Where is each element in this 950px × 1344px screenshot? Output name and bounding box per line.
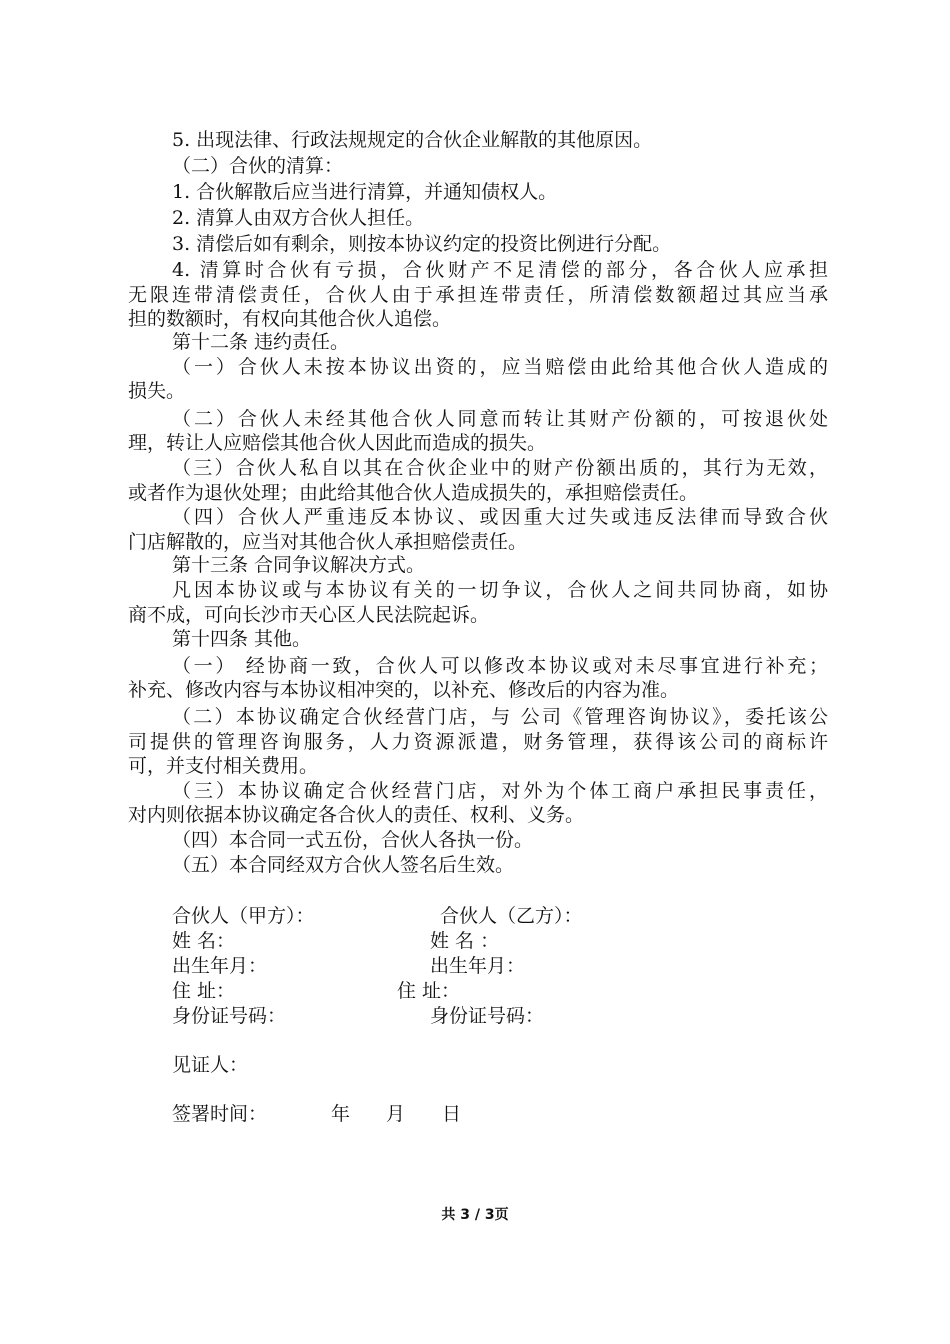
party-a-label: 合伙人（甲方）： [172,905,315,927]
page-footer: 共 3 / 3页 [441,1207,509,1223]
party-a-name-field: 姓 名： [172,930,236,952]
section-heading: （二）合伙的清算： [172,155,344,177]
witness-field: 见证人： [172,1054,249,1076]
clause-line: 3. 清偿后如有剩余，则按本协议约定的投资比例进行分配。 [172,233,672,255]
sign-month-label: 月 [386,1103,406,1125]
clause-line: 补充、修改内容与本协议相冲突的，以补充、修改后的内容为准。 [128,679,680,701]
party-b-id-field: 身份证号码： [430,1005,545,1027]
clause-line: （四）合伙人严重违反本协议、或因重大过失或违反法律而导致合伙 [172,506,828,528]
clause-line: 担的数额时，有权向其他合伙人追偿。 [128,308,452,330]
party-b-label: 合伙人（乙方）： [440,905,583,927]
sign-time-label: 签署时间： [172,1103,268,1125]
party-a-address-field: 住 址： [172,980,236,1002]
article-heading: 第十二条 违约责任。 [172,331,350,353]
clause-line: （一）合伙人未按本协议出资的，应当赔偿由此给其他合伙人造成的 [172,356,828,378]
clause-line: 或者作为退伙处理；由此给其他合伙人造成损失的，承担赔偿责任。 [128,482,699,504]
party-b-address-field: 住 址： [397,980,461,1002]
party-b-birth-field: 出生年月： [430,955,526,977]
clause-line: 理，转让人应赔偿其他合伙人因此而造成的损失。 [128,432,547,454]
clause-line: 司提供的管理咨询服务，人力资源派遣，财务管理，获得该公司的商标许 [128,731,828,753]
clause-line: 损失。 [128,380,186,402]
sign-day-label: 日 [442,1103,462,1125]
clause-line: 2. 清算人由双方合伙人担任。 [172,207,425,229]
clause-line: 凡因本协议或与本协议有关的一切争议，合伙人之间共同协商，如协 [172,579,828,601]
clause-line: （三）合伙人私自以其在合伙企业中的财产份额出质的，其行为无效， [172,457,828,479]
clause-line: 4. 清算时合伙有亏损，合伙财产不足清偿的部分，各合伙人应承担 [172,259,828,281]
clause-line: （二）合伙人未经其他合伙人同意而转让其财产份额的，可按退伙处 [172,408,828,430]
clause-line: 商不成，可向长沙市天心区人民法院起诉。 [128,604,490,626]
clause-line: 门店解散的，应当对其他合伙人承担赔偿责任。 [128,531,528,553]
clause-line: （四）本合同一式五份，合伙人各执一份。 [172,829,534,851]
clause-line: （一） 经协商一致，合伙人可以修改本协议或对未尽事宜进行补充； [172,655,828,677]
clause-line: 5. 出现法律、行政法规规定的合伙企业解散的其他原因。 [172,129,653,151]
sign-year-label: 年 [331,1103,351,1125]
clause-line: （二）本协议确定合伙经营门店，与 公司《管理咨询协议》，委托该公 [172,706,828,728]
clause-line: 1. 合伙解散后应当进行清算，并通知债权人。 [172,181,558,203]
clause-line: （五）本合同经双方合伙人签名后生效。 [172,854,515,876]
party-a-birth-field: 出生年月： [172,955,268,977]
party-b-name-field: 姓 名 ： [430,930,500,952]
article-heading: 第十三条 合同争议解决方式。 [172,554,426,576]
clause-line: 无限连带清偿责任，合伙人由于承担连带责任，所清偿数额超过其应当承 [128,284,828,306]
article-heading: 第十四条 其他。 [172,628,312,650]
clause-line: 可，并支付相关费用。 [128,755,319,777]
clause-line: 对内则依据本协议确定各合伙人的责任、权利、义务。 [128,804,585,826]
party-a-id-field: 身份证号码： [172,1005,287,1027]
clause-line: （三）本协议确定合伙经营门店，对外为个体工商户承担民事责任， [172,780,828,802]
